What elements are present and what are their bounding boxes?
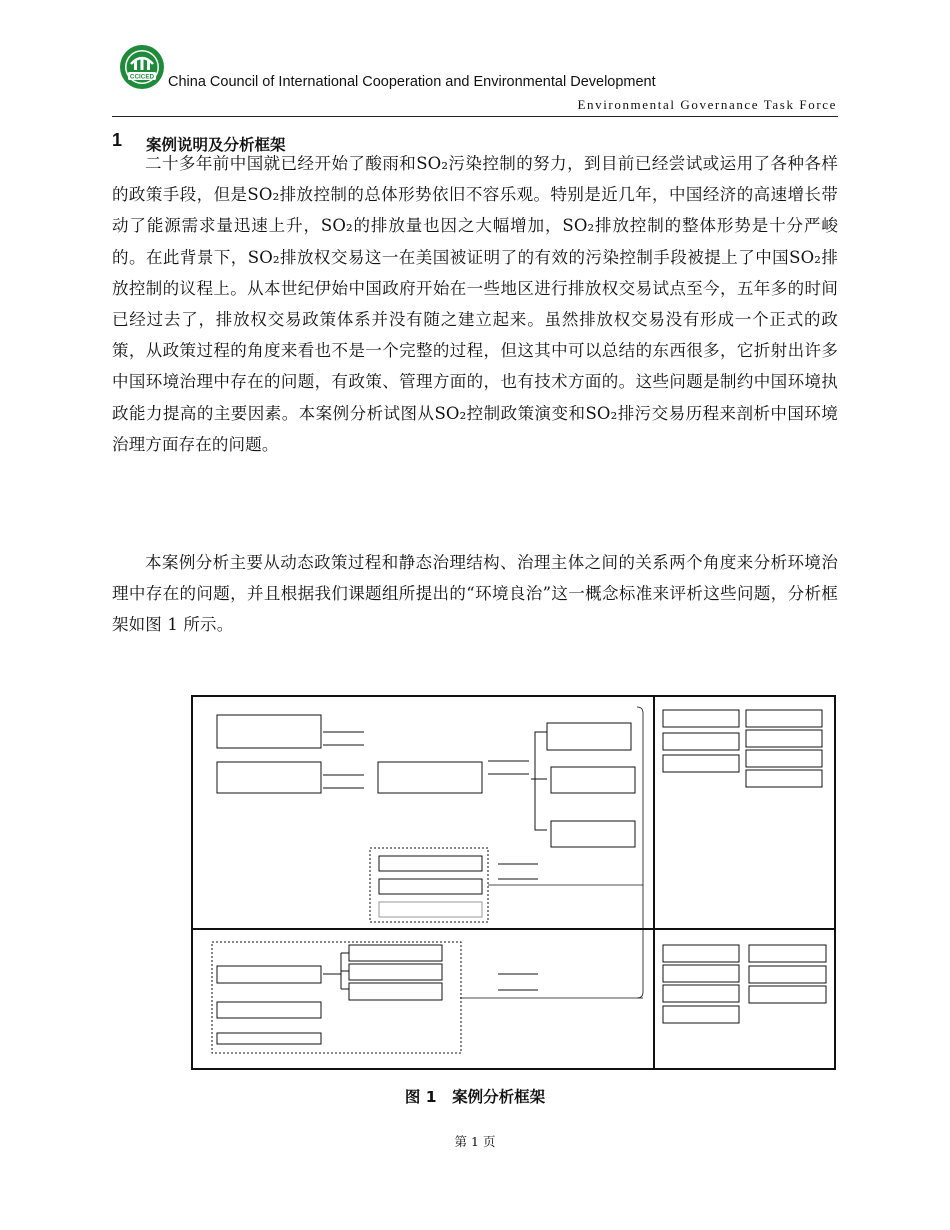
node-tr-7 bbox=[746, 770, 822, 787]
node-br-3 bbox=[663, 985, 739, 1002]
figure-caption: 图 1 案例分析框架 bbox=[404, 1088, 546, 1106]
node-top-left-2 bbox=[217, 762, 321, 793]
node-br-2 bbox=[663, 965, 739, 982]
node-bl-main bbox=[217, 966, 321, 983]
analysis-framework-diagram bbox=[191, 695, 837, 1071]
node-tr-1 bbox=[663, 710, 739, 727]
section-title: 案例说明及分析框架 bbox=[146, 136, 286, 154]
node-tr-5 bbox=[746, 730, 822, 747]
node-group-2 bbox=[379, 879, 482, 894]
organization-name: China Council of International Cooperation and Environmental Development bbox=[168, 74, 656, 90]
node-branch-2 bbox=[551, 767, 635, 793]
right-link-bracket bbox=[637, 707, 643, 998]
node-bl-1 bbox=[349, 945, 442, 961]
node-center bbox=[378, 762, 482, 793]
node-group-1 bbox=[379, 856, 482, 871]
node-tr-3 bbox=[663, 755, 739, 772]
node-tr-4 bbox=[746, 710, 822, 727]
node-tr-2 bbox=[663, 733, 739, 750]
node-top-left-1 bbox=[217, 715, 321, 748]
dashed-group-top bbox=[370, 848, 488, 922]
section-number: 1 bbox=[112, 130, 123, 150]
node-br-4 bbox=[663, 1006, 739, 1023]
cciced-logo bbox=[119, 44, 165, 90]
node-branch-3 bbox=[551, 821, 635, 847]
paragraph-1: 二十多年前中国就已经开始了酸雨和SO₂污染控制的努力，到目前已经尝试或运用了各种各样的政策手段，但是SO₂排放控制的总体形势依旧不容乐观。特别是近几年，中国经济的高速增长带动了能源需求量迅速上升，SO₂的排放量也因之大幅增加，SO₂排放控制的整体形势是十分严峻的。在此背景下，SO₂排放权交易这一在美国被证明了的有效的污染控制手段被提上了中国SO₂排放控制的议程上。从本世纪伊始中国政府开始在一些地区进行排放权交易试点至今，五年多的时间已经过去了，排放权交易政策体系并没有随之建立起来。虽然排放权交易没有形成一个正式的政策，从政策过程的角度来看也不是一个完整的过程，但这其中可以总结的东西很多，它折射出许多中国环境治理中存在的问题，有政策、管理方面的，也有技术方面的。这些问题是制约中国环境执政能力提高的主要因素。本案例分析试图从SO₂控制政策演变和SO₂排污交易历程来剖析中国环境治理方面存在的问题。 bbox=[112, 154, 838, 454]
logo-text: CCICED bbox=[129, 73, 155, 81]
dashed-group-bottom bbox=[212, 942, 461, 1053]
task-force-name: Environmental Governance Task Force bbox=[577, 97, 837, 112]
node-bl-4 bbox=[217, 1002, 321, 1018]
branch-bracket-bottom bbox=[323, 953, 349, 989]
node-bl-3 bbox=[349, 983, 442, 1000]
header-divider bbox=[112, 116, 838, 117]
branch-bracket bbox=[531, 732, 547, 830]
page-number: 第 1 页 bbox=[454, 1134, 496, 1149]
node-bl-5 bbox=[217, 1033, 321, 1044]
node-branch-1 bbox=[547, 723, 631, 750]
node-br-1 bbox=[663, 945, 739, 962]
node-group-3 bbox=[379, 902, 482, 917]
node-br-7 bbox=[749, 986, 826, 1003]
node-br-5 bbox=[749, 945, 826, 962]
paragraph-2: 本案例分析主要从动态政策过程和静态治理结构、治理主体之间的关系两个角度来分析环境治理中存在的问题，并且根据我们课题组所提出的“环境良治”这一概念标准来评析这些问题，分析框架如图 1 所示。 bbox=[112, 553, 838, 635]
node-bl-2 bbox=[349, 964, 442, 980]
node-br-6 bbox=[749, 966, 826, 983]
node-tr-6 bbox=[746, 750, 822, 767]
